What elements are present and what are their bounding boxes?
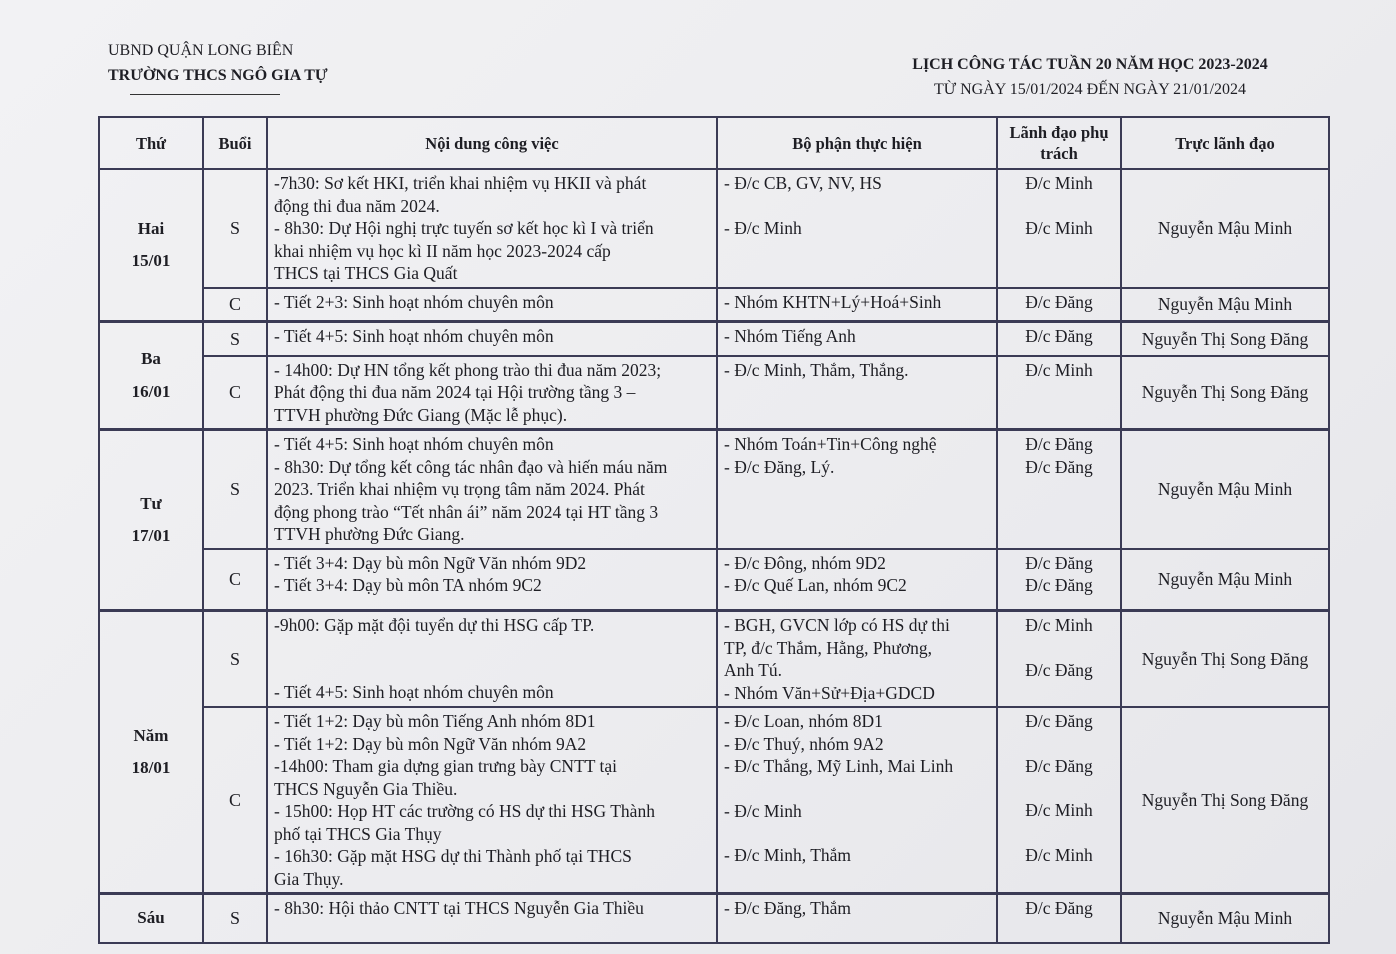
lead-line: Đ/c Minh <box>1025 844 1093 865</box>
dept-line: - Đ/c Loan, nhóm 8D1 <box>724 711 883 731</box>
lead-line: Đ/c Đăng <box>1025 711 1093 731</box>
day-date: 17/01 <box>131 526 171 545</box>
day-cell <box>99 611 203 894</box>
session-cell: S <box>203 169 267 288</box>
dept-line: - Đ/c Minh <box>724 217 802 238</box>
content-line: THCS Nguyễn Gia Thiều. <box>274 778 458 799</box>
content-cell <box>267 169 717 288</box>
dept-line: - Đ/c Minh, Thắm, Thắng. <box>724 359 909 380</box>
org-header <box>108 38 328 88</box>
table-row <box>99 322 1329 356</box>
table-row <box>99 169 1329 288</box>
content-line: -9h00: Gặp mặt đội tuyển dự thi HSG cấp TP. <box>274 615 595 635</box>
content-line <box>274 659 710 681</box>
session-cell: C <box>203 288 267 322</box>
day-date: 15/01 <box>131 251 171 270</box>
dept-line <box>724 778 990 800</box>
content-line: -7h30: Sơ kết HKI, triển khai nhiệm vụ HKII và phát <box>274 173 647 193</box>
duty-cell: Nguyễn Mậu Minh <box>1121 288 1329 322</box>
dept-cell <box>717 707 997 894</box>
header-lead: Lãnh đạo phụ trách <box>997 117 1121 169</box>
day-date: 16/01 <box>131 381 171 401</box>
content-cell <box>267 611 717 708</box>
lead-line: Đ/c Đăng <box>1025 659 1093 680</box>
header-session: Buổi <box>203 117 267 169</box>
dept-cell <box>717 894 997 943</box>
content-cell <box>267 549 717 611</box>
day-cell <box>99 169 203 322</box>
lead-line <box>1004 777 1114 799</box>
header-duty: Trực lãnh đạo <box>1121 117 1329 169</box>
day-cell <box>99 430 203 611</box>
lead-line: Đ/c Đăng <box>1025 755 1093 776</box>
content-line: TTVH phường Đức Giang (Mặc lễ phục). <box>274 404 568 425</box>
day-date: 18/01 <box>131 758 171 777</box>
table-row <box>99 611 1329 708</box>
dept-cell <box>717 549 997 611</box>
content-line: - 8h30: Dự Hội nghị trực tuyến sơ kết học kì I và triển <box>274 218 654 238</box>
lead-line: Đ/c Minh <box>1025 800 1093 820</box>
table-header-row <box>99 117 1329 169</box>
content-cell <box>267 322 717 356</box>
day-name: Hai <box>137 218 165 238</box>
header-dept: Bộ phận thực hiện <box>717 117 997 169</box>
schedule-date-range: TỪ NGÀY 15/01/2024 ĐẾN NGÀY 21/01/2024 <box>933 81 1247 98</box>
day-name: Năm <box>133 725 169 745</box>
dept-line: - Nhóm KHTN+Lý+Hoá+Sinh <box>724 291 942 312</box>
session-cell: S <box>203 322 267 356</box>
duty-cell: Nguyễn Thị Song Đăng <box>1121 356 1329 430</box>
dept-cell <box>717 322 997 356</box>
header-content: Nội dung công việc <box>267 117 717 169</box>
table-row <box>99 894 1329 943</box>
lead-cell <box>997 322 1121 356</box>
content-line: - 8h30: Dự tổng kết công tác nhân đạo và hiến máu năm <box>274 456 668 477</box>
lead-line: Đ/c Minh <box>1025 615 1093 635</box>
content-line <box>274 637 710 659</box>
content-cell <box>267 894 717 943</box>
lead-cell <box>997 707 1121 894</box>
content-line: - 15h00: Họp HT các trường có HS dự thi HSG Thành <box>274 801 655 821</box>
dept-line: - Đ/c Minh <box>724 800 802 821</box>
dept-line: - Đ/c Minh, Thắm <box>724 845 852 865</box>
lead-cell <box>997 356 1121 430</box>
lead-line <box>1004 822 1114 844</box>
dept-cell <box>717 169 997 288</box>
lead-line <box>1004 733 1114 755</box>
lead-line: Đ/c Minh <box>1025 217 1093 238</box>
dept-line: - Nhóm Tiếng Anh <box>724 326 856 346</box>
dept-line: - Đ/c Thuý, nhóm 9A2 <box>724 733 884 754</box>
schedule-body <box>99 169 1329 943</box>
dept-line: - Đ/c Đăng, Lý. <box>724 456 835 477</box>
duty-cell: Nguyễn Mậu Minh <box>1121 430 1329 549</box>
content-line: Gia Thụy. <box>274 868 344 889</box>
lead-line: Đ/c Đăng <box>1025 291 1093 312</box>
content-cell <box>267 356 717 430</box>
table-row <box>99 288 1329 322</box>
lead-cell <box>997 894 1121 943</box>
session-cell: C <box>203 707 267 894</box>
lead-line: Đ/c Minh <box>1025 359 1093 380</box>
day-cell <box>99 322 203 430</box>
table-row <box>99 430 1329 549</box>
session-cell: S <box>203 894 267 943</box>
duty-cell: Nguyễn Thị Song Đăng <box>1121 322 1329 356</box>
header-day: Thứ <box>99 117 203 169</box>
schedule-header <box>870 52 1310 102</box>
content-line: - Tiết 4+5: Sinh hoạt nhóm chuyên môn <box>274 434 554 454</box>
lead-cell <box>997 430 1121 549</box>
lead-line <box>1004 637 1114 659</box>
table-row <box>99 356 1329 430</box>
content-line: - Tiết 4+5: Sinh hoạt nhóm chuyên môn <box>274 681 554 702</box>
dept-line: - Nhóm Văn+Sử+Địa+GDCD <box>724 682 935 703</box>
content-line: -14h00: Tham gia dựng gian trưng bày CNTT tại <box>274 756 617 776</box>
dept-line: - Đ/c Đăng, Thắm <box>724 898 852 918</box>
content-line: - 16h30: Gặp mặt HSG dự thi Thành phố tại THCS <box>274 846 632 866</box>
content-line: THCS tại THCS Gia Quất <box>274 263 458 283</box>
session-cell: C <box>203 549 267 611</box>
dept-cell <box>717 356 997 430</box>
day-name: Tư <box>140 493 162 513</box>
schedule-title: LỊCH CÔNG TÁC TUẦN 20 NĂM HỌC 2023-2024 <box>912 56 1268 73</box>
session-cell: S <box>203 611 267 708</box>
dept-line: Anh Tú. <box>724 660 783 680</box>
lead-line: Đ/c Đăng <box>1025 326 1093 346</box>
lead-line: Đ/c Đăng <box>1025 456 1093 477</box>
dept-line: - Đ/c Đông, nhóm 9D2 <box>724 552 886 573</box>
duty-cell: Nguyễn Thị Song Đăng <box>1121 611 1329 708</box>
content-cell <box>267 430 717 549</box>
dept-line: TP, đ/c Thắm, Hằng, Phương, <box>724 637 932 658</box>
dept-line: - Đ/c Thắng, Mỹ Linh, Mai Linh <box>724 756 954 776</box>
lead-cell <box>997 288 1121 322</box>
lead-line: Đ/c Minh <box>1025 173 1093 193</box>
dept-line <box>724 822 990 844</box>
content-line: - Tiết 1+2: Dạy bù môn Ngữ Văn nhóm 9A2 <box>274 733 587 754</box>
duty-cell: Nguyễn Mậu Minh <box>1121 169 1329 288</box>
session-cell: S <box>203 430 267 549</box>
content-line: - 8h30: Hội thảo CNTT tại THCS Nguyễn Gia Thiều <box>274 898 644 918</box>
dept-line: - Đ/c CB, GV, NV, HS <box>724 173 882 193</box>
lead-line <box>1004 195 1114 217</box>
dept-cell <box>717 430 997 549</box>
content-line: động thi đua năm 2024. <box>274 195 440 216</box>
dept-line <box>724 195 990 217</box>
org-line-2: TRƯỜNG THCS NGÔ GIA TỰ <box>108 67 328 84</box>
lead-line: Đ/c Đăng <box>1025 898 1093 918</box>
content-line: TTVH phường Đức Giang. <box>274 524 465 544</box>
lead-cell <box>997 611 1121 708</box>
schedule-table <box>98 116 1330 944</box>
day-cell <box>99 894 203 943</box>
duty-cell: Nguyễn Thị Song Đăng <box>1121 707 1329 894</box>
table-row <box>99 549 1329 611</box>
dept-line: - Đ/c Quế Lan, nhóm 9C2 <box>724 575 907 595</box>
org-line-1: UBND QUẬN LONG BIÊN <box>108 42 294 59</box>
content-line: - Tiết 4+5: Sinh hoạt nhóm chuyên môn <box>274 326 554 346</box>
dept-line: - Nhóm Toán+Tin+Công nghệ <box>724 434 937 454</box>
content-line: khai nhiệm vụ học kì II năm học 2023-2024 cấp <box>274 240 611 261</box>
content-line: Phát động thi đua năm 2024 tại Hội trường tầng 3 – <box>274 382 636 402</box>
dept-cell <box>717 288 997 322</box>
content-line: - Tiết 3+4: Dạy bù môn TA nhóm 9C2 <box>274 575 542 595</box>
lead-cell <box>997 169 1121 288</box>
org-underline <box>130 94 280 95</box>
content-line: - Tiết 3+4: Dạy bù môn Ngữ Văn nhóm 9D2 <box>274 552 587 573</box>
content-cell <box>267 707 717 894</box>
content-line: - Tiết 1+2: Dạy bù môn Tiếng Anh nhóm 8D1 <box>274 711 596 731</box>
day-name: Sáu <box>137 908 165 927</box>
lead-line: Đ/c Đăng <box>1025 575 1093 595</box>
dept-line: - BGH, GVCN lớp có HS dự thi <box>724 615 950 635</box>
content-line: phố tại THCS Gia Thụy <box>274 823 442 844</box>
lead-line: Đ/c Đăng <box>1025 434 1093 454</box>
session-cell: C <box>203 356 267 430</box>
dept-cell <box>717 611 997 708</box>
content-line: - 14h00: Dự HN tổng kết phong trào thi đua năm 2023; <box>274 359 662 380</box>
lead-line: Đ/c Đăng <box>1025 552 1093 573</box>
duty-cell: Nguyễn Mậu Minh <box>1121 549 1329 611</box>
content-cell <box>267 288 717 322</box>
content-line: động phong trào “Tết nhân ái” năm 2024 tại HT tầng 3 <box>274 501 659 522</box>
duty-cell: Nguyễn Mậu Minh <box>1121 894 1329 943</box>
lead-cell <box>997 549 1121 611</box>
content-line: 2023. Triển khai nhiệm vụ trọng tâm năm 2024. Phát <box>274 479 645 499</box>
day-name: Ba <box>141 349 161 368</box>
table-row <box>99 707 1329 894</box>
content-line: - Tiết 2+3: Sinh hoạt nhóm chuyên môn <box>274 291 554 312</box>
